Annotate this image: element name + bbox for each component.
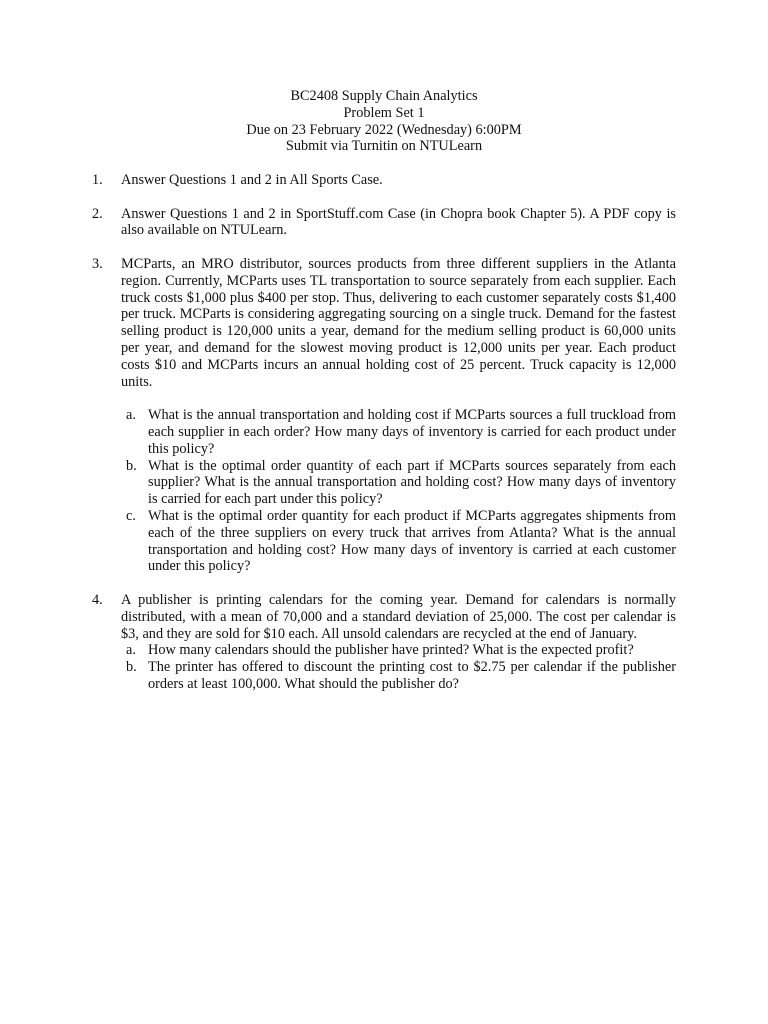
question-number: 3.	[92, 255, 103, 272]
sub-question-text: The printer has offered to discount the printing cost to $2.75 per calendar if the publisher orders at least 100,000. What should the publisher do?	[148, 659, 676, 692]
sub-question-list	[121, 642, 676, 692]
question-text: Answer Questions 1 and 2 in All Sports Case.	[121, 172, 383, 188]
sub-question-text: What is the optimal order quantity for each product if MCParts aggregates shipments from each of the three suppliers on every truck that arrives from Atlanta? What is the annual transportation and holding cost? How many days of inventory is carried at each customer under this policy?	[148, 507, 676, 575]
sub-question	[121, 407, 676, 457]
sub-question-letter: b.	[126, 659, 137, 676]
sub-question-letter: a.	[126, 407, 136, 424]
sub-question-letter: c.	[126, 507, 136, 524]
question-text: MCParts, an MRO distributor, sources products from three different suppliers in the Atlanta region. Currently, MCParts uses TL transportation to source separately from each supplier. Each truck costs $1,000 plus $400 per stop. Thus, delivering to each customer separately costs $1,400 per truck. MCParts is considering aggregating sourcing on a single truck. Demand for the fastest selling product is 120,000 units a year, demand for the medium selling product is 60,000 units per year, and demand for the slowest moving product is 12,000 units per year. Each product costs $10 and MCParts incurs an annual holding cost of 25 percent. Truck capacity is 12,000 units.	[121, 255, 676, 390]
sub-question-letter: a.	[126, 642, 136, 659]
question-list	[0, 172, 768, 710]
question-number: 4.	[92, 591, 103, 608]
sub-question-text: What is the optimal order quantity of each part if MCParts sources separately from each supplier? What is the annual transportation and holding cost? How many days of inventory is carried for each part under this policy?	[148, 457, 676, 508]
question-item	[0, 256, 768, 575]
sub-question	[121, 642, 676, 659]
question-item	[0, 592, 768, 693]
question-item	[0, 206, 768, 240]
sub-question	[121, 458, 676, 508]
course-title: BC2408 Supply Chain Analytics	[290, 88, 478, 104]
sub-question-text: What is the annual transportation and holding cost if MCParts sources a full truckload from each supplier in each order? How many days of inventory is carried for each product under this policy?	[148, 407, 676, 457]
submission-note: Submit via Turnitin on NTULearn	[285, 138, 483, 155]
sub-question	[121, 508, 676, 575]
due-date: Due on 23 February 2022 (Wednesday) 6:00PM	[246, 121, 522, 138]
document-header	[0, 88, 768, 155]
question-text: A publisher is printing calendars for the coming year. Demand for calendars is normally distributed, with a mean of 70,000 and a standard deviation of 25,000. The cost per calendar is $3, and they are sold for $10 each. All unsold calendars are recycled at the end of January.	[121, 591, 676, 642]
question-number: 1.	[92, 172, 103, 188]
sub-question-list	[121, 407, 676, 575]
problem-set-title: Problem Set 1	[343, 104, 425, 121]
question-text: Answer Questions 1 and 2 in SportStuff.com Case (in Chopra book Chapter 5). A PDF copy is also available on NTULearn.	[121, 205, 676, 239]
sub-question	[121, 659, 676, 693]
question-item	[0, 172, 768, 189]
sub-question-letter: b.	[126, 457, 137, 474]
question-number: 2.	[92, 205, 103, 222]
sub-question-text: How many calendars should the publisher have printed? What is the expected profit?	[148, 642, 634, 659]
